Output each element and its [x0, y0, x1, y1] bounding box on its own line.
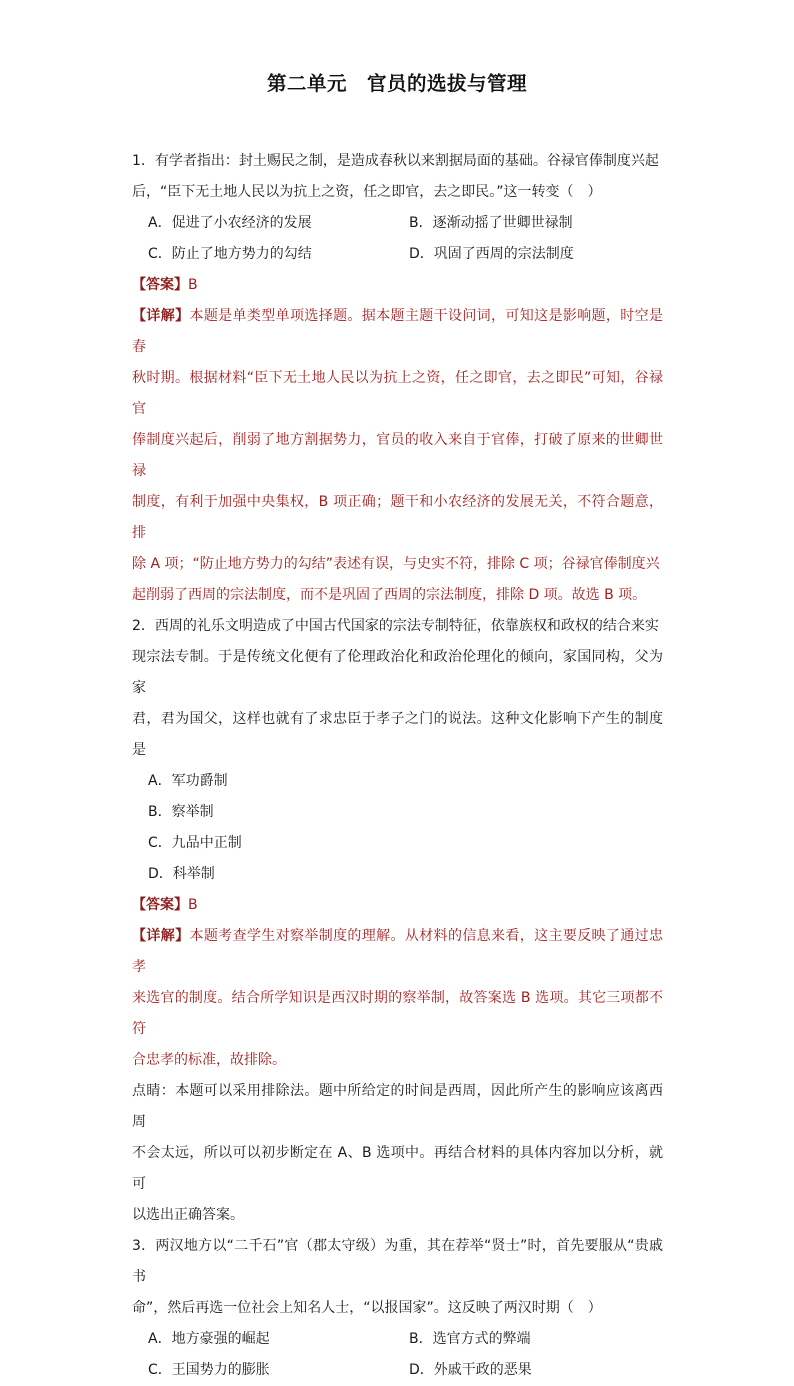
q1-option-d: D．巩固了西周的宗法制度 [409, 246, 574, 262]
q3-option-d: D．外戚干政的恶果 [409, 1362, 532, 1378]
q1-options-row-2 [132, 239, 663, 270]
q1-options-row-1 [132, 208, 663, 239]
q1-detail-line-2: 秋时期。根据材料“臣下无土地人民以为抗上之资，任之即官，去之即民”可知，谷禄官 [132, 370, 663, 417]
q1-detail-tag: 【详解】 [132, 308, 190, 324]
q1-answer-tag: 【答案】 [132, 277, 188, 293]
q2-answer [132, 890, 663, 921]
q2-answer-value: B [188, 897, 198, 913]
q1-detail-text-1: 本题是单类型单项选择题。据本题主题干设问词，可知这是影响题，时空是春 [132, 308, 664, 355]
q1-detail-line-5: 除 A 项；“防止地方势力的勾结”表述有误，与史实不符，排除 C 项；谷禄官俸制度兴 [132, 556, 660, 572]
q2-detail-line-3: 合忠孝的标准，故排除。 [132, 1052, 286, 1068]
q1-detail-line-4: 制度，有利于加强中央集权，B 项正确；题干和小农经济的发展无关，不符合题意，排 [132, 494, 663, 541]
q2-hint-line-3: 以选出正确答案。 [132, 1207, 244, 1223]
q1-detail-line-3: 俸制度兴起后，削弱了地方割据势力，官员的收入来自于官俸，打破了原来的世卿世禄 [132, 432, 663, 479]
q1-detail-line-1 [132, 301, 663, 363]
q1-option-c: C．防止了地方势力的勾结 [148, 246, 312, 262]
q3-option-b: B．选官方式的弊端 [409, 1331, 531, 1347]
q2-option-b: B．察举制 [148, 804, 214, 820]
q3-stem-line-2: 命”，然后再选一位社会上知名人士，“以报国家”。这反映了两汉时期（ ） [132, 1300, 602, 1316]
q2-detail-line-1 [132, 921, 663, 983]
q3-options-row-1 [132, 1324, 663, 1355]
q1-option-a: A．促进了小农经济的发展 [148, 215, 312, 231]
q2-option-d: D．科举制 [148, 866, 215, 882]
q1-answer-value: B [188, 277, 198, 293]
q2-detail-line-2: 来选官的制度。结合所学知识是西汉时期的察举制，故答案选 B 选项。其它三项都不符 [132, 990, 663, 1037]
q2-detail-tag: 【详解】 [132, 928, 190, 944]
q1-answer [132, 270, 663, 301]
q2-stem-line-2: 现宗法专制。于是传统文化便有了伦理政治化和政治伦理化的倾向，家国同构，父为家 [132, 649, 663, 696]
q2-hint-line-2: 不会太远，所以可以初步断定在 A、B 选项中。再结合材料的具体内容加以分析，就可 [132, 1145, 663, 1192]
q3-option-c: C．王国势力的膨胀 [148, 1362, 270, 1378]
q1-detail-line-6: 起削弱了西周的宗法制度，而不是巩固了西周的宗法制度，排除 D 项。故选 B 项。 [132, 587, 647, 603]
q3-stem-line-1: 3．两汉地方以“二千石”官（郡太守级）为重，其在荐举“贤士”时，首先要服从“贵戚书 [132, 1238, 663, 1285]
q2-stem-line-1: 2．西周的礼乐文明造成了中国古代国家的宗法专制特征，依靠族权和政权的结合来实 [132, 618, 659, 634]
q3-options-row-2 [132, 1355, 663, 1386]
q1-stem-line-1: 1．有学者指出：封土赐民之制，是造成春秋以来割据局面的基础。谷禄官俸制度兴起 [132, 153, 659, 169]
page-title: 第二单元 官员的选拔与管理 [266, 72, 527, 95]
q2-hint-line-1: 点睛：本题可以采用排除法。题中所给定的时间是西周，因此所产生的影响应该离西周 [132, 1083, 663, 1130]
q2-option-c: C．九品中正制 [148, 835, 242, 851]
q2-detail-text-1: 本题考查学生对察举制度的理解。从材料的信息来看，这主要反映了通过忠孝 [132, 928, 664, 975]
q2-stem-line-3: 君，君为国父，这样也就有了求忠臣于孝子之门的说法。这种文化影响下产生的制度是 [132, 711, 663, 758]
document-body [132, 146, 663, 1386]
q1-stem-line-2: 后，“臣下无土地人民以为抗上之资，任之即官，去之即民。”这一转变（ ） [132, 184, 602, 200]
q2-option-a: A．军功爵制 [148, 773, 228, 789]
q3-option-a: A．地方豪强的崛起 [148, 1331, 270, 1347]
q1-option-b: B．逐渐动摇了世卿世禄制 [409, 215, 573, 231]
q2-answer-tag: 【答案】 [132, 897, 188, 913]
